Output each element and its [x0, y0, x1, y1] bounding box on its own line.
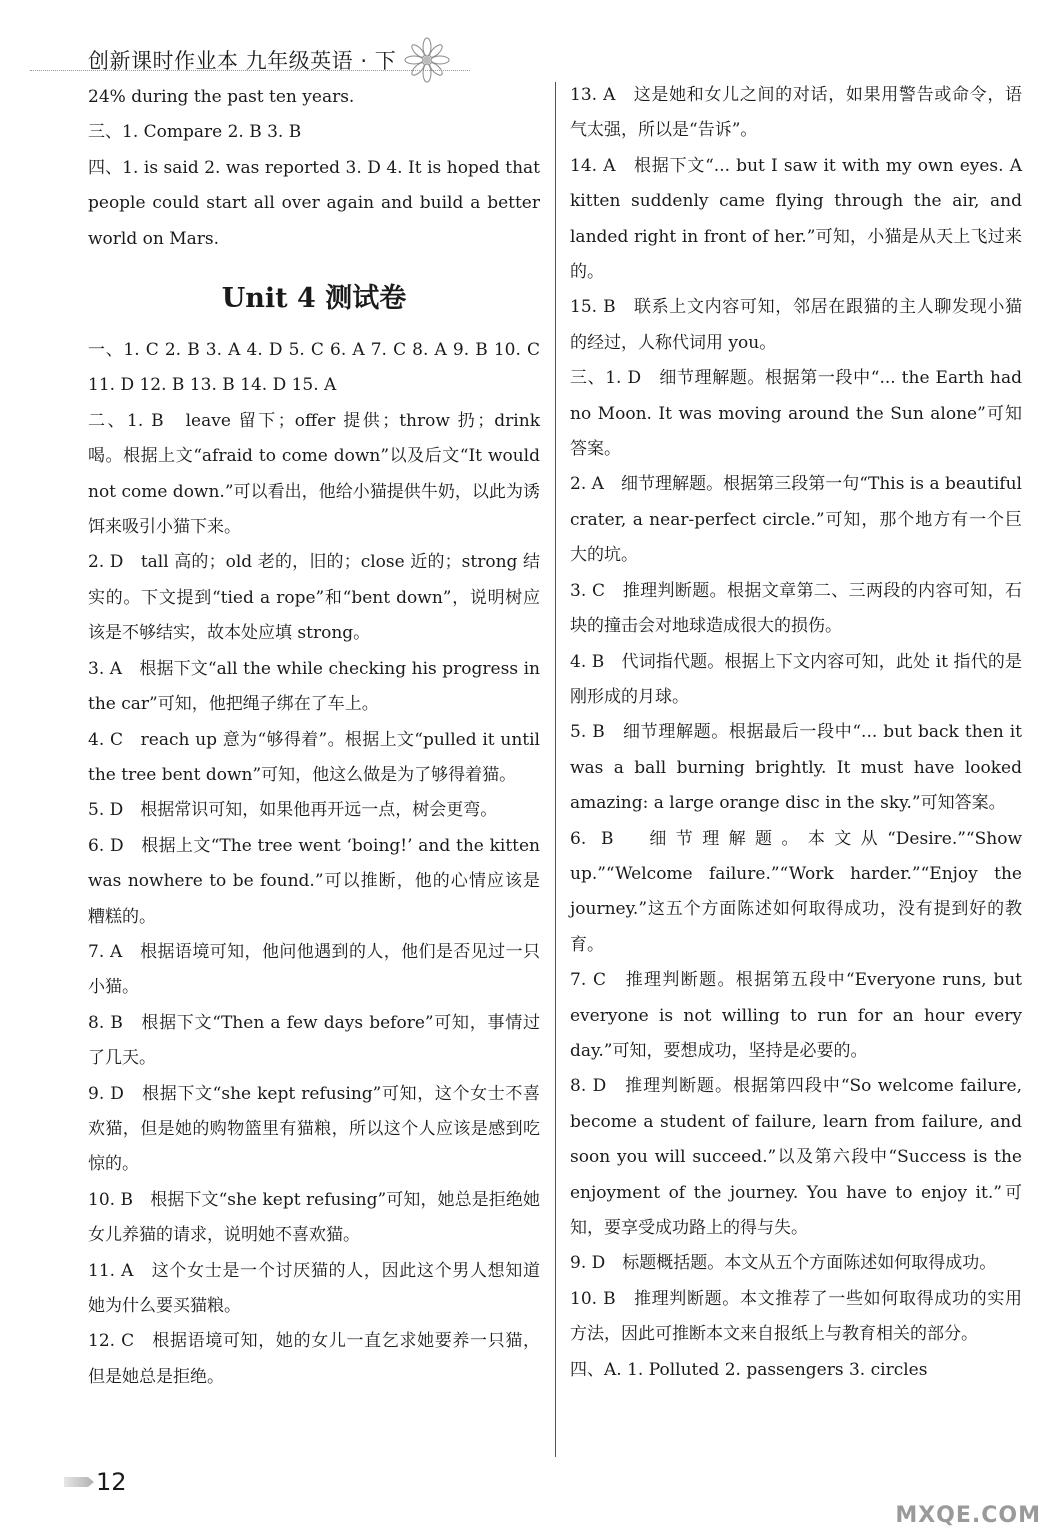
answer-item: 6. B 细节理解题。本文从“Desire.”“Show up.”“Welcome failure.”“Work harder.”“Enjoy the journey.”这五个方面陈述如何取得成功，没有提到好的教育。	[570, 828, 1022, 955]
flower-icon	[404, 37, 450, 83]
answer-item: 12. C 根据语境可知，她的女儿一直乞求她要养一只猫，但是她总是拒绝。	[88, 1331, 540, 1387]
answer-item: 2. A 细节理解题。根据第三段第一句“This is a beautiful crater, a near-perfect circle.”可知，那个地方有一个巨大的坑。	[570, 474, 1022, 566]
answer-line: 四、1. is said 2. was reported 3. D 4. It is hoped that people could start all over again and build a better world on Mars.	[88, 157, 540, 249]
answer-item: 7. A 根据语境可知，他问他遇到的人，他们是否见过一只小猫。	[88, 941, 540, 998]
header-rule	[30, 70, 470, 71]
answer-item: 11. A 这个女士是一个讨厌猫的人，因此这个男人想知道她为什么要买猫粮。	[88, 1260, 540, 1316]
column-divider	[555, 82, 556, 1457]
answer-item: 6. D 根据上文“The tree went ‘boing!’ and the kitten was nowhere to be found.”可以推断，他的心情应该是糟糕的。	[88, 835, 540, 927]
answer-item: 三、1. D 细节理解题。根据第一段中“... the Earth had no Moon. It was moving around the Sun alone”可知答案。	[570, 368, 1022, 460]
page-footer	[64, 1468, 127, 1496]
arrow-icon	[64, 1477, 94, 1487]
answer-item: 4. C reach up 意为“够得着”。根据上文“pulled it until the tree bent down”可知，他这么做是为了够得着猫。	[88, 729, 540, 785]
answer-item: 一、1. C 2. B 3. A 4. D 5. C 6. A 7. C 8. A 9. B 10. C 11. D 12. B 13. B 14. D 15. A	[88, 340, 540, 396]
answer-item: 7. C 推理判断题。根据第五段中“Everyone runs, but everyone is not willing to run for an hour every day.”可知，要想成功，坚持是必要的。	[570, 970, 1022, 1061]
answer-item: 4. B 代词指代题。根据上下文内容可知，此处 it 指代的是刚形成的月球。	[570, 651, 1022, 707]
answer-item: 8. D 推理判断题。根据第四段中“So welcome failure, become a student of failure, learn from failure, and soon you will succeed.”以及第六段中“Success is the enjoyment of the journey. You have to enjoy it.”可知，要享受成功路上的得与失。	[570, 1076, 1022, 1238]
answer-item: 2. D tall 高的；old 老的，旧的；close 近的；strong 结实的。下文提到“tied a rope”和“bent down”，说明树应该是不够结实，故本处应填 strong。	[88, 552, 540, 644]
answer-item: 5. B 细节理解题。根据最后一段中“... but back then it was a ball burning brightly. It must have looked amazing: a large orange disc in the sky.”可知答案。	[570, 722, 1022, 814]
answer-item: 四、A. 1. Polluted 2. passengers 3. circles	[570, 1359, 928, 1380]
page-number: 12	[96, 1468, 127, 1496]
answer-item: 10. B 推理判断题。本文推荐了一些如何取得成功的实用方法，因此可推断本文来自报纸上与教育相关的部分。	[570, 1288, 1022, 1345]
answer-item: 13. A 这是她和女儿之间的对话，如果用警告或命令，语气太强，所以是“告诉”。	[570, 85, 1022, 141]
answer-item: 15. B 联系上文内容可知，邻居在跟猫的主人聊发现小猫的经过，人称代词用 you。	[570, 297, 1022, 353]
unit-title: Unit 4 测试卷	[221, 283, 407, 315]
answer-item: 5. D 根据常识可知，如果他再开远一点，树会更弯。	[88, 800, 498, 821]
answer-line: 24% during the past ten years.	[88, 87, 355, 107]
answer-line: 三、1. Compare 2. B 3. B	[88, 122, 302, 143]
answer-item: 二、1. B leave 留下；offer 提供；throw 扔；drink 喝。根据上文“afraid to come down”以及后文“It would not come down.”可以看出，他给小猫提供牛奶，以此为诱饵来吸引小猫下来。	[88, 410, 540, 538]
answer-item: 10. B 根据下文“she kept refusing”可知，她总是拒绝她女儿养猫的请求，说明她不喜欢猫。	[88, 1189, 540, 1246]
answer-item: 3. C 推理判断题。根据文章第二、三两段的内容可知，石块的撞击会对地球造成很大的损伤。	[570, 580, 1022, 637]
watermark: MXQE.COM	[895, 1503, 1041, 1528]
answer-item: 9. D 标题概括题。本文从五个方面陈述如何取得成功。	[570, 1253, 997, 1274]
header-title: 创新课时作业本 九年级英语 · 下	[88, 49, 397, 73]
answer-item: 14. A 根据下文“... but I saw it with my own eyes. A kitten suddenly came flying through the air, and landed right in front of her.”可知，小猫是从天上飞过来的。	[570, 155, 1022, 283]
left-column	[88, 80, 540, 1395]
right-column	[570, 78, 1022, 1388]
answer-item: 8. B 根据下文“Then a few days before”可知，事情过了几天。	[88, 1012, 540, 1069]
answer-item: 9. D 根据下文“she kept refusing”可知，这个女士不喜欢猫，但是她的购物篮里有猫粮，所以这个人应该是感到吃惊的。	[88, 1083, 540, 1175]
page-header	[88, 40, 450, 80]
answer-item: 3. A 根据下文“all the while checking his progress in the car”可知，他把绳子绑在了车上。	[88, 658, 540, 715]
